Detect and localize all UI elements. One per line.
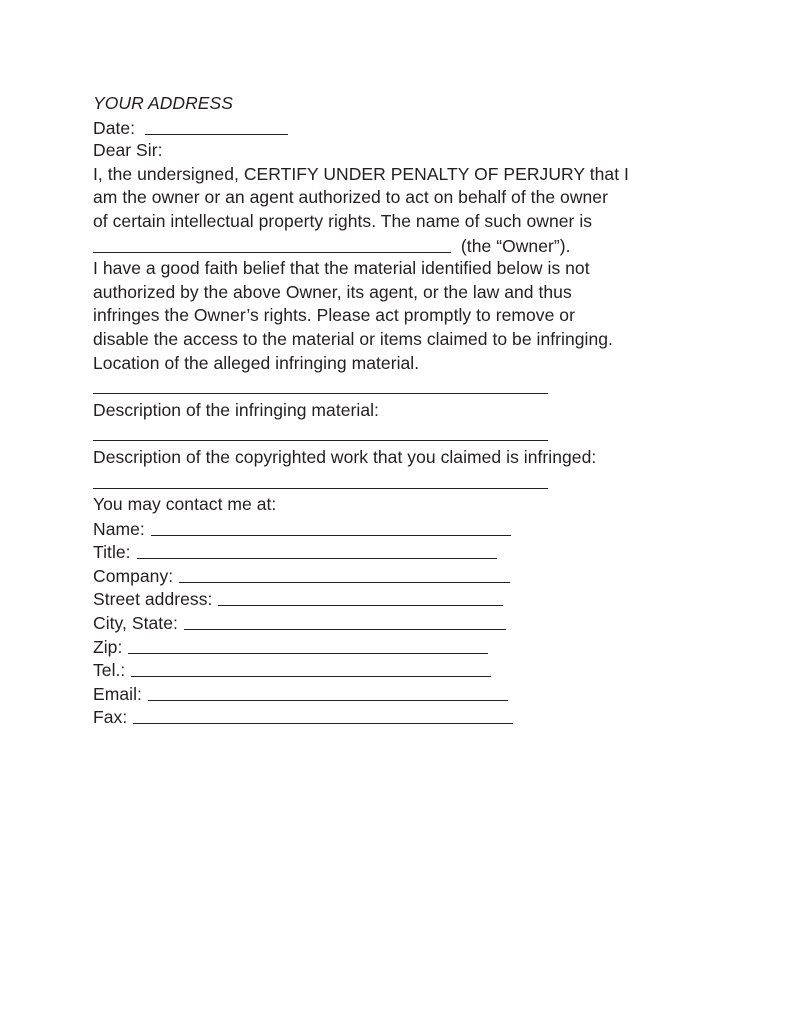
contact-field-label: Street address: — [93, 589, 213, 610]
contact-field-name — [93, 517, 733, 541]
para2-line-3: infringes the Owner’s rights. Please act promptly to remove or — [93, 305, 575, 326]
owner-name-blank[interactable] — [93, 235, 451, 253]
description-copyrighted-blank[interactable] — [93, 471, 548, 489]
contact-intro: You may contact me at: — [93, 494, 277, 515]
description-infringing-blank-row — [93, 422, 733, 446]
para2-line-4: disable the access to the material or items claimed to be infringing. — [93, 328, 613, 349]
owner-suffix: (the “Owner”). — [460, 235, 571, 256]
owner-row — [93, 234, 733, 258]
contact-field-company — [93, 564, 733, 588]
para1-line-3: of certain intellectual property rights. The name of such owner is — [93, 210, 593, 231]
contact-field-label: Company: — [93, 565, 174, 586]
date-blank[interactable] — [145, 117, 288, 135]
location-blank-row — [93, 375, 733, 399]
salutation: Dear Sir: — [93, 140, 163, 161]
description-infringing-label: Description of the infringing material: — [93, 399, 379, 420]
contact-field-blank[interactable] — [128, 636, 488, 654]
contact-field-city-state — [93, 611, 733, 635]
contact-field-blank[interactable] — [179, 565, 510, 583]
description-infringing-blank[interactable] — [93, 423, 548, 441]
para1-line-1: I, the undersigned, CERTIFY UNDER PENALTY OF PERJURY that I — [93, 163, 629, 184]
date-row — [93, 116, 733, 140]
contact-field-blank[interactable] — [184, 612, 506, 630]
description-copyrighted-label: Description of the copyrighted work that you claimed is infringed: — [93, 446, 597, 467]
para2-line-1: I have a good faith belief that the material identified below is not — [93, 258, 590, 279]
contact-field-label: Title: — [93, 542, 131, 563]
contact-field-blank[interactable] — [151, 518, 511, 536]
contact-field-label: Email: — [93, 683, 142, 704]
contact-field-label: Name: — [93, 518, 145, 539]
contact-field-email — [93, 682, 733, 706]
contact-field-label: Fax: — [93, 707, 128, 728]
contact-field-tel — [93, 658, 733, 682]
contact-field-label: Tel.: — [93, 660, 126, 681]
contact-field-blank[interactable] — [148, 683, 508, 701]
contact-field-label: City, State: — [93, 613, 178, 634]
contact-field-zip — [93, 635, 733, 659]
contact-field-blank[interactable] — [133, 706, 513, 724]
para1-line-2: am the owner or an agent authorized to act on behalf of the owner — [93, 187, 608, 208]
contact-field-label: Zip: — [93, 636, 123, 657]
para2-line-2: authorized by the above Owner, its agent, or the law and thus — [93, 281, 572, 302]
contact-field-blank[interactable] — [218, 588, 503, 606]
contact-field-blank[interactable] — [137, 541, 497, 559]
location-blank[interactable] — [93, 376, 548, 394]
contact-field-street — [93, 587, 733, 611]
date-label: Date: — [93, 117, 136, 138]
description-copyrighted-blank-row — [93, 470, 733, 494]
letter-page — [93, 92, 733, 729]
your-address: YOUR ADDRESS — [93, 93, 233, 113]
contact-field-title — [93, 540, 733, 564]
contact-field-fax — [93, 705, 733, 729]
location-label: Location of the alleged infringing material. — [93, 352, 420, 373]
contact-field-blank[interactable] — [131, 659, 491, 677]
